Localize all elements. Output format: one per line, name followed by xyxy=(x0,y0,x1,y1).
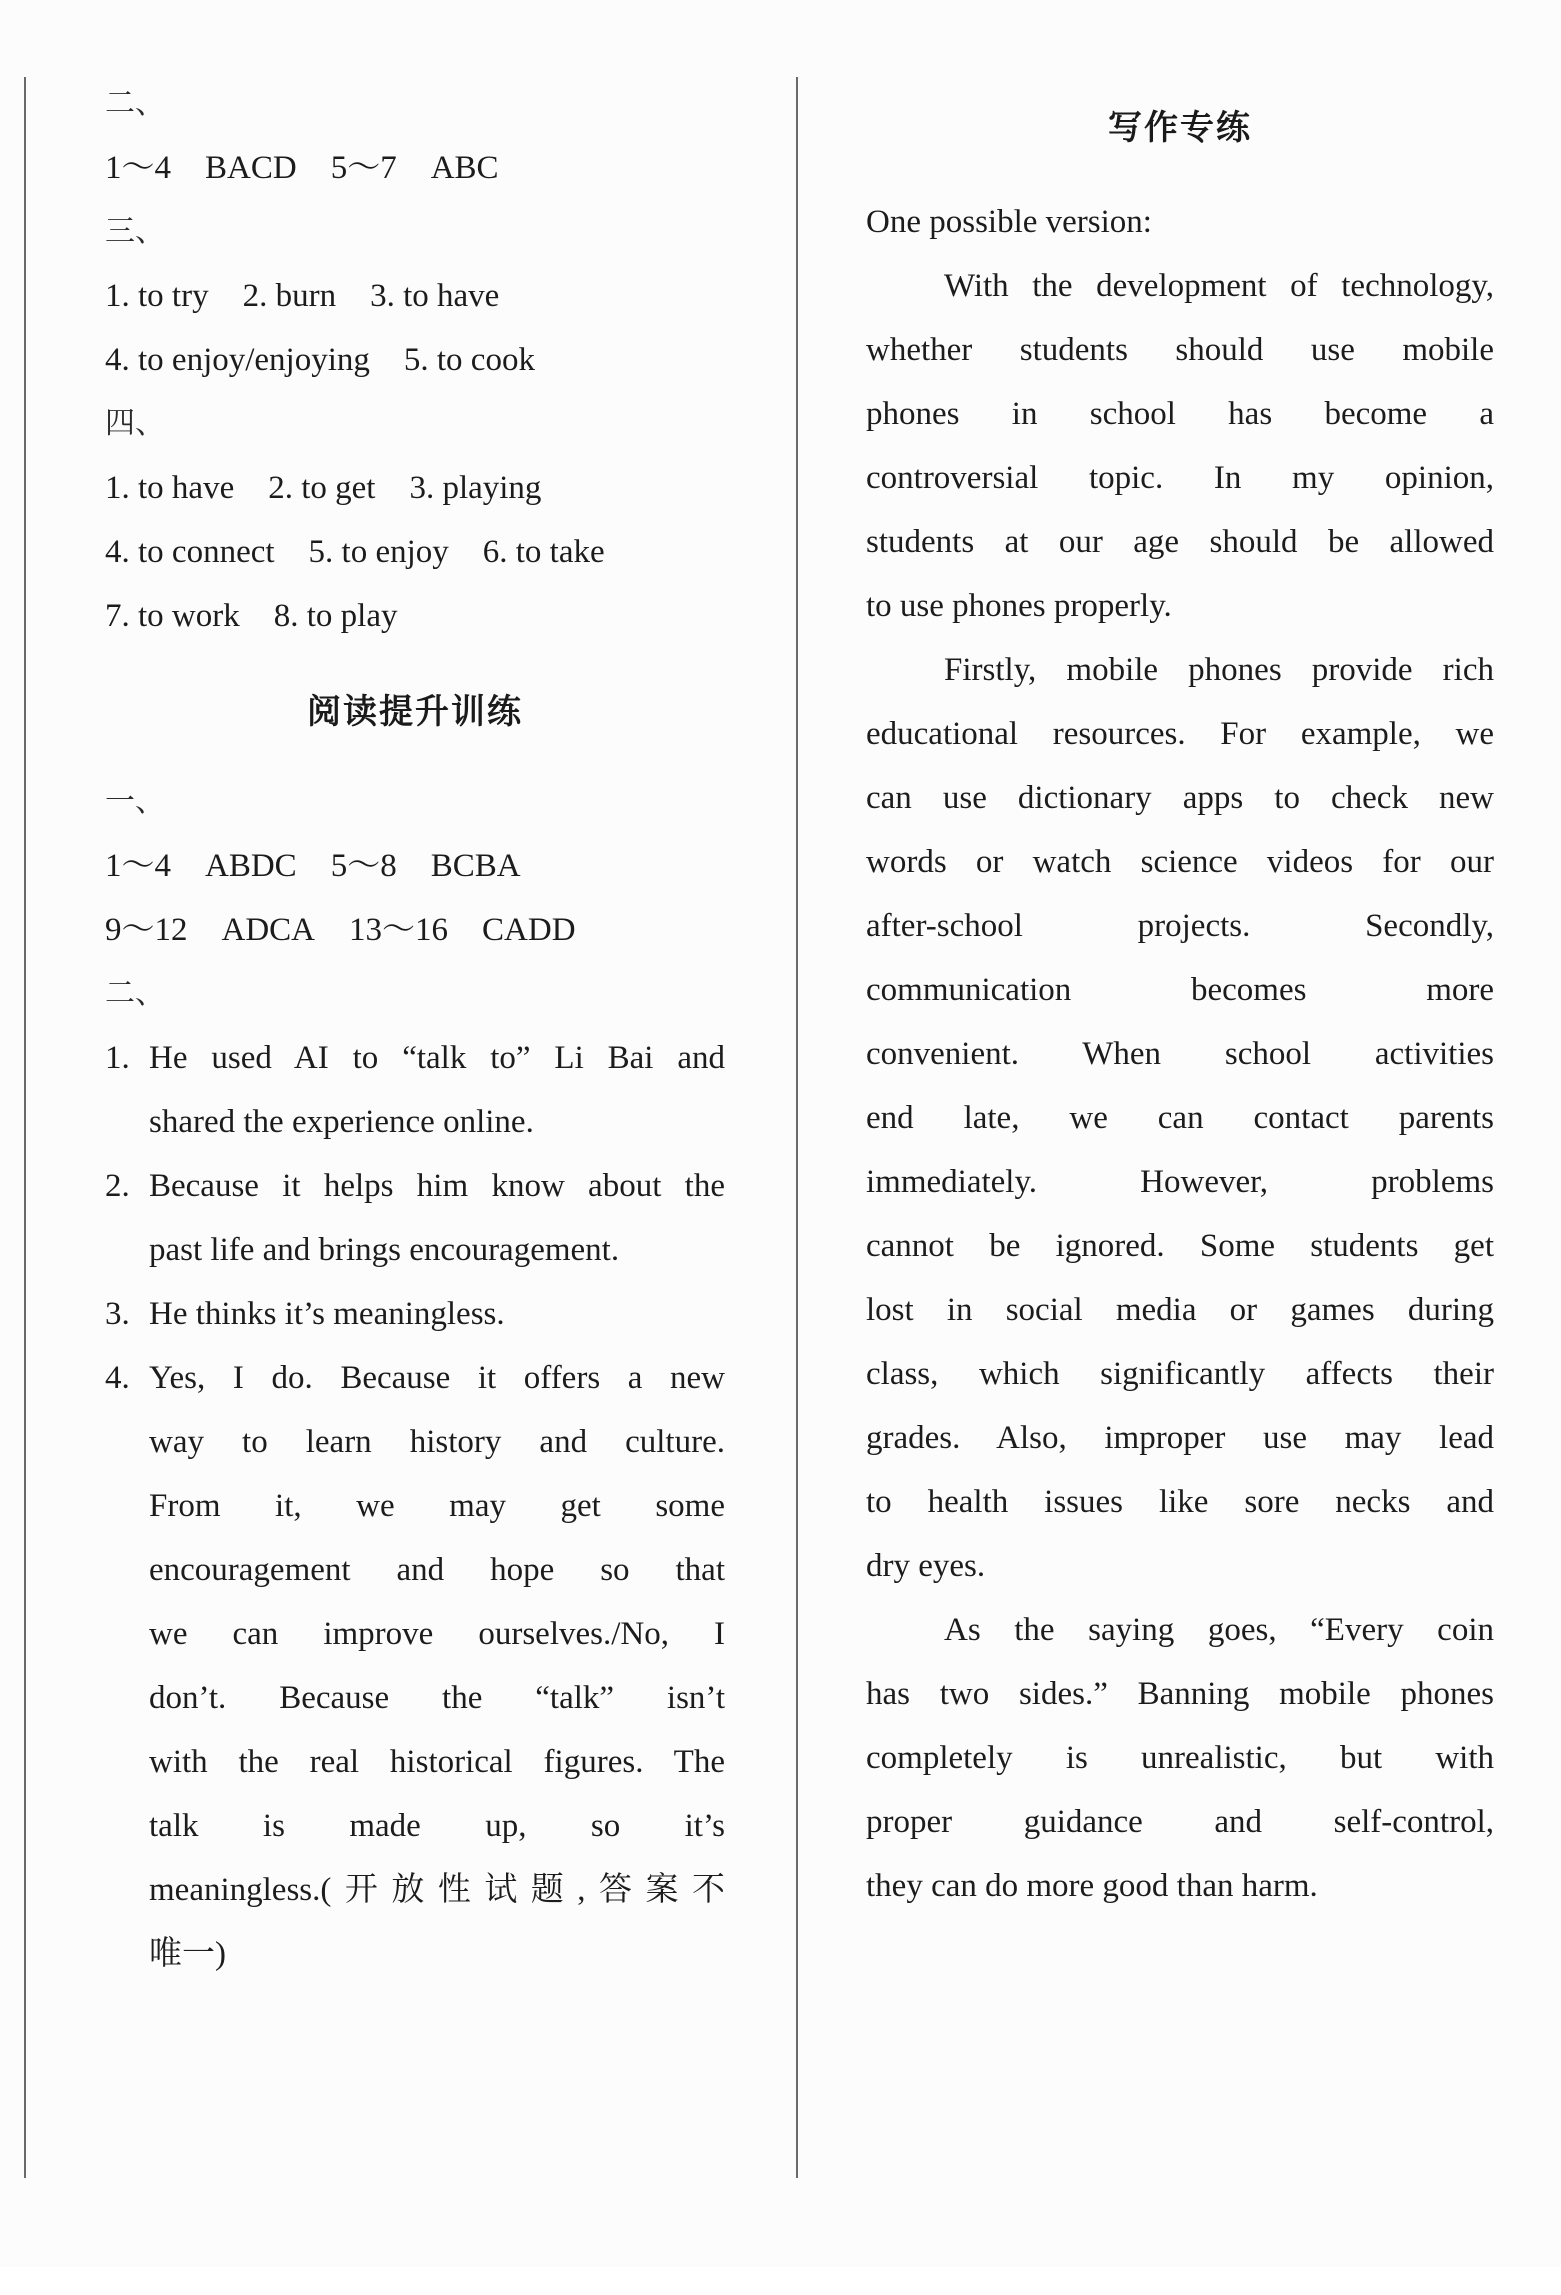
range-label: 1～4 xyxy=(105,848,171,884)
essay-line: convenient. When school activities xyxy=(866,1036,1494,1072)
answer-item: 4. to connect xyxy=(105,534,275,570)
answer-line: From it, we may get some xyxy=(149,1488,725,1524)
reading-part-1-row-1 xyxy=(105,834,521,898)
section-4-row-2 xyxy=(105,520,605,584)
answer-line: meaningless.(开放性试题,答案不 xyxy=(149,1872,725,1908)
item-number: 4. xyxy=(105,1360,130,1396)
essay-line: to use phones properly. xyxy=(866,588,1172,624)
answer-letters: BACD xyxy=(205,150,297,186)
section-4-row-3 xyxy=(105,584,397,648)
answer-item: 8. to play xyxy=(273,598,398,634)
essay-line: With the development of technology, xyxy=(944,268,1494,304)
answer-line: Yes, I do. Because it offers a new xyxy=(149,1360,725,1396)
writing-heading: 写作专练 xyxy=(1108,108,1252,148)
section-4-label: 四、 xyxy=(105,406,165,441)
answer-line: He thinks it’s meaningless. xyxy=(149,1296,505,1332)
answer-line: we can improve ourselves./No, I xyxy=(149,1616,725,1652)
intro-line: One possible version: xyxy=(866,204,1152,240)
essay-line: lost in social media or games during xyxy=(866,1292,1494,1328)
range-label: 5～8 xyxy=(330,848,397,884)
answer-item: 6. to take xyxy=(482,534,605,570)
essay-line: whether students should use mobile xyxy=(866,332,1494,368)
answer-line: Because it helps him know about the xyxy=(149,1168,725,1204)
answer-letters: BCBA xyxy=(430,848,521,884)
essay-line: after-school projects. Secondly, xyxy=(866,908,1494,944)
item-number: 3. xyxy=(105,1296,130,1332)
answer-line: talk is made up, so it’s xyxy=(149,1808,725,1844)
essay-line: students at our age should be allowed xyxy=(866,524,1494,560)
section-3-row-1 xyxy=(105,264,499,328)
reading-part-1-row-2 xyxy=(105,898,576,962)
essay-line: to health issues like sore necks and xyxy=(866,1484,1494,1520)
essay-line: dry eyes. xyxy=(866,1548,986,1584)
answer-item: 5. to enjoy xyxy=(308,534,449,570)
answer-line: shared the experience online. xyxy=(149,1104,534,1140)
essay-line: they can do more good than harm. xyxy=(866,1868,1318,1904)
essay-line: communication becomes more xyxy=(866,972,1494,1008)
section-3-label: 三、 xyxy=(105,214,165,249)
essay-line: cannot be ignored. Some students get xyxy=(866,1228,1494,1264)
answer-line: don’t. Because the “talk” isn’t xyxy=(149,1680,725,1716)
reading-heading: 阅读提升训练 xyxy=(307,692,523,732)
answer-letters: ABDC xyxy=(205,848,297,884)
range-label: 1～4 xyxy=(105,150,171,186)
range-label: 9～12 xyxy=(105,912,188,948)
section-2-label: 二、 xyxy=(105,86,165,121)
column-divider-rule xyxy=(796,77,798,2178)
answer-letters: ADCA xyxy=(221,912,316,948)
essay-line: phones in school has become a xyxy=(866,396,1494,432)
answer-line: past life and brings encouragement. xyxy=(149,1232,620,1268)
reading-part-1-label: 一、 xyxy=(105,784,165,819)
essay-line: can use dictionary apps to check new xyxy=(866,780,1494,816)
range-label: 5～7 xyxy=(330,150,397,186)
answer-item: 5. to cook xyxy=(403,342,535,378)
answer-item: 1. to try xyxy=(105,278,209,314)
left-border-rule xyxy=(24,77,26,2178)
essay-line: end late, we can contact parents xyxy=(866,1100,1494,1136)
essay-line: words or watch science videos for our xyxy=(866,844,1494,880)
answer-letters: ABC xyxy=(430,150,499,186)
essay-line: has two sides.” Banning mobile phones xyxy=(866,1676,1494,1712)
answer-letters: CADD xyxy=(482,912,576,948)
essay-line: completely is unrealistic, but with xyxy=(866,1740,1494,1776)
answer-line: He used AI to “talk to” Li Bai and xyxy=(149,1040,725,1076)
answer-item: 1. to have xyxy=(105,470,235,506)
answer-line: with the real historical figures. The xyxy=(149,1744,725,1780)
item-number: 2. xyxy=(105,1168,130,1204)
answer-item: 3. to have xyxy=(370,278,500,314)
answer-item: 2. burn xyxy=(242,278,337,314)
section-3-row-2 xyxy=(105,328,535,392)
reading-part-2-label: 二、 xyxy=(105,976,165,1011)
answer-line: encouragement and hope so that xyxy=(149,1552,725,1588)
section-2-answers xyxy=(105,136,499,200)
essay-line: controversial topic. In my opinion, xyxy=(866,460,1494,496)
essay-line: class, which significantly affects their xyxy=(866,1356,1494,1392)
answer-line: way to learn history and culture. xyxy=(149,1424,725,1460)
answer-item: 4. to enjoy/enjoying xyxy=(105,342,370,378)
essay-line: As the saying goes, “Every coin xyxy=(944,1612,1494,1648)
essay-line: Firstly, mobile phones provide rich xyxy=(944,652,1494,688)
section-4-row-1 xyxy=(105,456,541,520)
essay-line: immediately. However, problems xyxy=(866,1164,1494,1200)
answer-line: 唯一) xyxy=(149,1936,226,1972)
answer-item: 2. to get xyxy=(268,470,376,506)
answer-item: 3. playing xyxy=(409,470,542,506)
item-number: 1. xyxy=(105,1040,130,1076)
essay-line: educational resources. For example, we xyxy=(866,716,1494,752)
essay-line: proper guidance and self-control, xyxy=(866,1804,1494,1840)
answer-item: 7. to work xyxy=(105,598,240,634)
range-label: 13～16 xyxy=(349,912,449,948)
essay-line: grades. Also, improper use may lead xyxy=(866,1420,1494,1456)
